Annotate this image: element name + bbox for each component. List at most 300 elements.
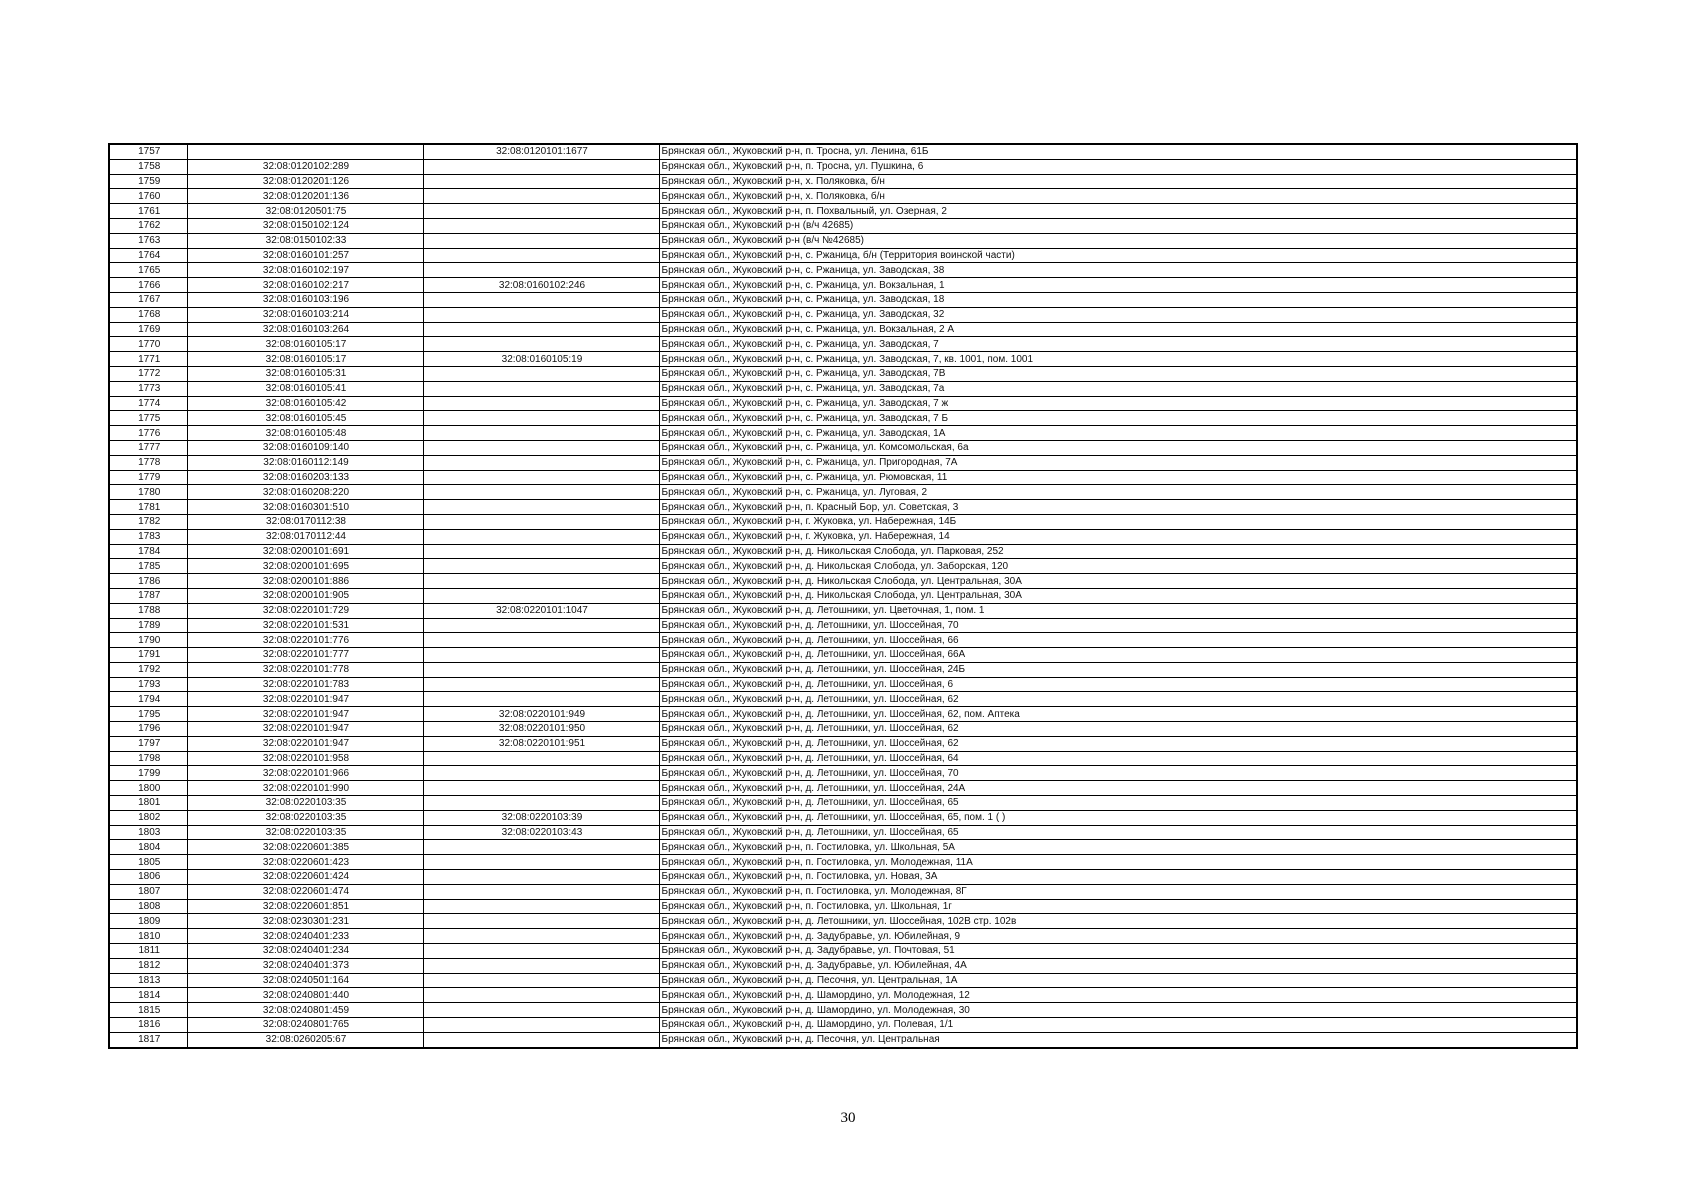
- address-cell: Брянская обл., Жуковский р-н, с. Ржаница, ул. Заводская, 38: [659, 263, 1577, 278]
- table-row: [109, 855, 1577, 870]
- table-row: [109, 204, 1577, 219]
- cadastral-number-cell: 32:08:0220103:35: [187, 796, 423, 811]
- related-cadastral-number-cell: [423, 529, 659, 544]
- table-row: [109, 603, 1577, 618]
- related-cadastral-number-cell: [423, 958, 659, 973]
- row-number-cell: 1809: [109, 914, 187, 929]
- cadastral-number-cell: 32:08:0160101:257: [187, 248, 423, 263]
- related-cadastral-number-cell: [423, 1018, 659, 1033]
- address-cell: Брянская обл., Жуковский р-н, д. Летошники, ул. Шоссейная, 64: [659, 751, 1577, 766]
- row-number-cell: 1806: [109, 870, 187, 885]
- related-cadastral-number-cell: [423, 855, 659, 870]
- address-cell: Брянская обл., Жуковский р-н, д. Летошники, ул. Шоссейная, 65: [659, 796, 1577, 811]
- related-cadastral-number-cell: [423, 662, 659, 677]
- row-number-cell: 1764: [109, 248, 187, 263]
- row-number-cell: 1790: [109, 633, 187, 648]
- related-cadastral-number-cell: [423, 1032, 659, 1047]
- table-row: [109, 692, 1577, 707]
- address-cell: Брянская обл., Жуковский р-н, д. Никольская Слобода, ул. Заборская, 120: [659, 559, 1577, 574]
- cadastral-number-cell: 32:08:0240801:440: [187, 988, 423, 1003]
- address-cell: Брянская обл., Жуковский р-н, д. Летошники, ул. Шоссейная, 65: [659, 825, 1577, 840]
- cadastral-number-cell: 32:08:0220101:776: [187, 633, 423, 648]
- address-cell: Брянская обл., Жуковский р-н, с. Ржаница, ул. Заводская, 7: [659, 337, 1577, 352]
- row-number-cell: 1787: [109, 588, 187, 603]
- related-cadastral-number-cell: [423, 929, 659, 944]
- cadastral-number-cell: 32:08:0220601:474: [187, 884, 423, 899]
- cadastral-number-cell: 32:08:0160301:510: [187, 500, 423, 515]
- cadastral-number-cell: 32:08:0240501:164: [187, 973, 423, 988]
- cadastral-number-cell: 32:08:0220101:531: [187, 618, 423, 633]
- row-number-cell: 1784: [109, 544, 187, 559]
- cadastral-number-cell: 32:08:0160102:197: [187, 263, 423, 278]
- related-cadastral-number-cell: 32:08:0160102:246: [423, 278, 659, 293]
- row-number-cell: 1780: [109, 485, 187, 500]
- row-number-cell: 1775: [109, 411, 187, 426]
- address-cell: Брянская обл., Жуковский р-н, п. Гостиловка, ул. Новая, 3А: [659, 870, 1577, 885]
- table-row: [109, 233, 1577, 248]
- row-number-cell: 1773: [109, 381, 187, 396]
- row-number-cell: 1805: [109, 855, 187, 870]
- address-cell: Брянская обл., Жуковский р-н, с. Ржаница, ул. Заводская, 7 ж: [659, 396, 1577, 411]
- address-cell: Брянская обл., Жуковский р-н, х. Поляковка, б/н: [659, 189, 1577, 204]
- table-row: [109, 322, 1577, 337]
- cadastral-number-cell: 32:08:0160105:45: [187, 411, 423, 426]
- cadastral-number-cell: 32:08:0220101:966: [187, 766, 423, 781]
- related-cadastral-number-cell: [423, 470, 659, 485]
- row-number-cell: 1768: [109, 307, 187, 322]
- row-number-cell: 1779: [109, 470, 187, 485]
- row-number-cell: 1785: [109, 559, 187, 574]
- row-number-cell: 1770: [109, 337, 187, 352]
- address-cell: Брянская обл., Жуковский р-н, д. Летошники, ул. Шоссейная, 70: [659, 766, 1577, 781]
- cadastral-number-cell: 32:08:0160103:264: [187, 322, 423, 337]
- cadastral-number-cell: 32:08:0220101:777: [187, 648, 423, 663]
- row-number-cell: 1801: [109, 796, 187, 811]
- cadastral-number-cell: 32:08:0170112:44: [187, 529, 423, 544]
- related-cadastral-number-cell: 32:08:0120101:1677: [423, 144, 659, 159]
- table-row: [109, 914, 1577, 929]
- table-row: [109, 174, 1577, 189]
- row-number-cell: 1814: [109, 988, 187, 1003]
- row-number-cell: 1798: [109, 751, 187, 766]
- related-cadastral-number-cell: [423, 648, 659, 663]
- related-cadastral-number-cell: [423, 1003, 659, 1018]
- row-number-cell: 1781: [109, 500, 187, 515]
- address-cell: Брянская обл., Жуковский р-н, с. Ржаница, ул. Заводская, 32: [659, 307, 1577, 322]
- table-row: [109, 396, 1577, 411]
- related-cadastral-number-cell: [423, 426, 659, 441]
- page-number: 30: [840, 1110, 856, 1126]
- cadastral-number-cell: 32:08:0220101:947: [187, 707, 423, 722]
- table-row: [109, 781, 1577, 796]
- table-row: [109, 766, 1577, 781]
- table-row: [109, 144, 1577, 159]
- address-cell: Брянская обл., Жуковский р-н, с. Ржаница, ул. Луговая, 2: [659, 485, 1577, 500]
- cadastral-number-cell: 32:08:0160105:17: [187, 352, 423, 367]
- cadastral-number-cell: 32:08:0200101:905: [187, 588, 423, 603]
- related-cadastral-number-cell: [423, 973, 659, 988]
- related-cadastral-number-cell: [423, 840, 659, 855]
- address-cell: Брянская обл., Жуковский р-н, с. Ржаница, ул. Заводская, 1А: [659, 426, 1577, 441]
- related-cadastral-number-cell: [423, 485, 659, 500]
- cadastral-number-cell: 32:08:0220103:35: [187, 810, 423, 825]
- address-cell: Брянская обл., Жуковский р-н, д. Задубравье, ул. Юбилейная, 4А: [659, 958, 1577, 973]
- cadastral-number-cell: 32:08:0240401:373: [187, 958, 423, 973]
- address-cell: Брянская обл., Жуковский р-н, п. Похвальный, ул. Озерная, 2: [659, 204, 1577, 219]
- table-row: [109, 529, 1577, 544]
- table-row: [109, 988, 1577, 1003]
- row-number-cell: 1761: [109, 204, 187, 219]
- cadastral-number-cell: 32:08:0120501:75: [187, 204, 423, 219]
- related-cadastral-number-cell: [423, 899, 659, 914]
- cadastral-number-cell: 32:08:0240801:459: [187, 1003, 423, 1018]
- related-cadastral-number-cell: [423, 366, 659, 381]
- related-cadastral-number-cell: [423, 751, 659, 766]
- table-row: [109, 514, 1577, 529]
- address-cell: Брянская обл., Жуковский р-н, с. Ржаница, ул. Пригородная, 7А: [659, 455, 1577, 470]
- address-cell: Брянская обл., Жуковский р-н, х. Поляковка, б/н: [659, 174, 1577, 189]
- table-row: [109, 870, 1577, 885]
- row-number-cell: 1778: [109, 455, 187, 470]
- row-number-cell: 1800: [109, 781, 187, 796]
- table-row: [109, 1018, 1577, 1033]
- cadastral-number-cell: 32:08:0240401:234: [187, 944, 423, 959]
- row-number-cell: 1808: [109, 899, 187, 914]
- related-cadastral-number-cell: [423, 218, 659, 233]
- cadastral-number-cell: 32:08:0160105:17: [187, 337, 423, 352]
- cadastral-number-cell: 32:08:0120102:289: [187, 159, 423, 174]
- related-cadastral-number-cell: [423, 248, 659, 263]
- row-number-cell: 1804: [109, 840, 187, 855]
- cadastral-number-cell: 32:08:0170112:38: [187, 514, 423, 529]
- row-number-cell: 1807: [109, 884, 187, 899]
- cadastral-number-cell: 32:08:0220101:958: [187, 751, 423, 766]
- address-cell: Брянская обл., Жуковский р-н, с. Ржаница, ул. Заводская, 18: [659, 292, 1577, 307]
- table-row: [109, 944, 1577, 959]
- address-cell: Брянская обл., Жуковский р-н, д. Летошники, ул. Цветочная, 1, пом. 1: [659, 603, 1577, 618]
- related-cadastral-number-cell: 32:08:0220103:43: [423, 825, 659, 840]
- cadastral-number-cell: 32:08:0220601:851: [187, 899, 423, 914]
- cadastral-number-cell: 32:08:0220601:385: [187, 840, 423, 855]
- cadastral-number-cell: 32:08:0220601:423: [187, 855, 423, 870]
- related-cadastral-number-cell: [423, 292, 659, 307]
- cadastral-number-cell: 32:08:0160103:214: [187, 307, 423, 322]
- table-row: [109, 648, 1577, 663]
- related-cadastral-number-cell: [423, 884, 659, 899]
- related-cadastral-number-cell: [423, 914, 659, 929]
- cadastral-number-cell: 32:08:0200101:886: [187, 574, 423, 589]
- related-cadastral-number-cell: [423, 574, 659, 589]
- row-number-cell: 1786: [109, 574, 187, 589]
- related-cadastral-number-cell: [423, 588, 659, 603]
- row-number-cell: 1769: [109, 322, 187, 337]
- table-row: [109, 500, 1577, 515]
- address-cell: Брянская обл., Жуковский р-н, д. Летошники, ул. Шоссейная, 62: [659, 736, 1577, 751]
- related-cadastral-number-cell: [423, 307, 659, 322]
- table-row: [109, 411, 1577, 426]
- row-number-cell: 1803: [109, 825, 187, 840]
- table-row: [109, 1003, 1577, 1018]
- table-row: [109, 884, 1577, 899]
- cadastral-number-cell: 32:08:0120201:126: [187, 174, 423, 189]
- row-number-cell: 1789: [109, 618, 187, 633]
- cadastral-number-cell: 32:08:0260205:67: [187, 1032, 423, 1047]
- cadastral-number-cell: 32:08:0160102:217: [187, 278, 423, 293]
- address-cell: Брянская обл., Жуковский р-н, д. Летошники, ул. Шоссейная, 62: [659, 692, 1577, 707]
- cadastral-number-cell: 32:08:0160105:41: [187, 381, 423, 396]
- row-number-cell: 1792: [109, 662, 187, 677]
- table-row: [109, 278, 1577, 293]
- row-number-cell: 1811: [109, 944, 187, 959]
- row-number-cell: 1762: [109, 218, 187, 233]
- row-number-cell: 1802: [109, 810, 187, 825]
- cadastral-number-cell: 32:08:0220101:947: [187, 692, 423, 707]
- related-cadastral-number-cell: [423, 233, 659, 248]
- address-cell: Брянская обл., Жуковский р-н, г. Жуковка, ул. Набережная, 14: [659, 529, 1577, 544]
- row-number-cell: 1810: [109, 929, 187, 944]
- related-cadastral-number-cell: 32:08:0220101:949: [423, 707, 659, 722]
- related-cadastral-number-cell: 32:08:0220101:950: [423, 722, 659, 737]
- table-row: [109, 559, 1577, 574]
- cadastral-number-cell: 32:08:0220101:729: [187, 603, 423, 618]
- address-cell: Брянская обл., Жуковский р-н, п. Гостиловка, ул. Школьная, 5А: [659, 840, 1577, 855]
- address-cell: Брянская обл., Жуковский р-н, с. Ржаница, ул. Заводская, 7В: [659, 366, 1577, 381]
- related-cadastral-number-cell: [423, 500, 659, 515]
- row-number-cell: 1791: [109, 648, 187, 663]
- cadastral-number-cell: 32:08:0200101:691: [187, 544, 423, 559]
- row-number-cell: 1794: [109, 692, 187, 707]
- row-number-cell: 1757: [109, 144, 187, 159]
- address-cell: Брянская обл., Жуковский р-н, д. Песочня, ул. Центральная, 1А: [659, 973, 1577, 988]
- related-cadastral-number-cell: [423, 796, 659, 811]
- related-cadastral-number-cell: 32:08:0220101:951: [423, 736, 659, 751]
- address-cell: Брянская обл., Жуковский р-н, п. Красный Бор, ул. Советская, 3: [659, 500, 1577, 515]
- address-cell: Брянская обл., Жуковский р-н, д. Летошники, ул. Шоссейная, 6: [659, 677, 1577, 692]
- address-cell: Брянская обл., Жуковский р-н, д. Летошники, ул. Шоссейная, 24А: [659, 781, 1577, 796]
- table-row: [109, 662, 1577, 677]
- address-cell: Брянская обл., Жуковский р-н, д. Никольская Слобода, ул. Центральная, 30А: [659, 588, 1577, 603]
- cadastral-number-cell: 32:08:0160105:48: [187, 426, 423, 441]
- related-cadastral-number-cell: [423, 766, 659, 781]
- related-cadastral-number-cell: [423, 692, 659, 707]
- cadastral-number-cell: 32:08:0160109:140: [187, 440, 423, 455]
- table-row: [109, 440, 1577, 455]
- row-number-cell: 1813: [109, 973, 187, 988]
- cadastral-number-cell: 32:08:0160112:149: [187, 455, 423, 470]
- related-cadastral-number-cell: [423, 988, 659, 1003]
- cadastral-number-cell: 32:08:0220101:778: [187, 662, 423, 677]
- table-row: [109, 352, 1577, 367]
- address-cell: Брянская обл., Жуковский р-н, п. Гостиловка, ул. Молодежная, 11А: [659, 855, 1577, 870]
- address-cell: Брянская обл., Жуковский р-н, п. Гостиловка, ул. Молодежная, 8Г: [659, 884, 1577, 899]
- table-row: [109, 958, 1577, 973]
- address-cell: Брянская обл., Жуковский р-н, с. Ржаница, б/н (Территория воинской части): [659, 248, 1577, 263]
- cadastral-number-cell: 32:08:0150102:33: [187, 233, 423, 248]
- cadastral-number-cell: 32:08:0220601:424: [187, 870, 423, 885]
- row-number-cell: 1799: [109, 766, 187, 781]
- related-cadastral-number-cell: [423, 440, 659, 455]
- cadastral-number-cell: 32:08:0240801:765: [187, 1018, 423, 1033]
- table-row: [109, 248, 1577, 263]
- address-cell: Брянская обл., Жуковский р-н, д. Шамордино, ул. Полевая, 1/1: [659, 1018, 1577, 1033]
- address-cell: Брянская обл., Жуковский р-н, с. Ржаница, ул. Заводская, 7 Б: [659, 411, 1577, 426]
- cadastral-number-cell: 32:08:0160105:42: [187, 396, 423, 411]
- related-cadastral-number-cell: [423, 559, 659, 574]
- cadastral-number-cell: [187, 144, 423, 159]
- address-cell: Брянская обл., Жуковский р-н, д. Задубравье, ул. Почтовая, 51: [659, 944, 1577, 959]
- address-cell: Брянская обл., Жуковский р-н, с. Ржаница, ул. Комсомольская, 6а: [659, 440, 1577, 455]
- cadastral-number-cell: 32:08:0220101:783: [187, 677, 423, 692]
- related-cadastral-number-cell: [423, 263, 659, 278]
- row-number-cell: 1777: [109, 440, 187, 455]
- address-cell: Брянская обл., Жуковский р-н, п. Тросна, ул. Ленина, 61Б: [659, 144, 1577, 159]
- table-row: [109, 189, 1577, 204]
- row-number-cell: 1765: [109, 263, 187, 278]
- table-row: [109, 810, 1577, 825]
- related-cadastral-number-cell: [423, 870, 659, 885]
- row-number-cell: 1795: [109, 707, 187, 722]
- property-table-body: [109, 144, 1577, 1048]
- address-cell: Брянская обл., Жуковский р-н, п. Тросна, ул. Пушкина, 6: [659, 159, 1577, 174]
- address-cell: Брянская обл., Жуковский р-н, п. Гостиловка, ул. Школьная, 1г: [659, 899, 1577, 914]
- row-number-cell: 1783: [109, 529, 187, 544]
- row-number-cell: 1797: [109, 736, 187, 751]
- cadastral-number-cell: 32:08:0120201:136: [187, 189, 423, 204]
- property-table: [108, 143, 1578, 1049]
- row-number-cell: 1767: [109, 292, 187, 307]
- cadastral-number-cell: 32:08:0160105:31: [187, 366, 423, 381]
- address-cell: Брянская обл., Жуковский р-н, д. Летошники, ул. Шоссейная, 70: [659, 618, 1577, 633]
- cadastral-number-cell: 32:08:0240401:233: [187, 929, 423, 944]
- table-row: [109, 722, 1577, 737]
- cadastral-number-cell: 32:08:0160208:220: [187, 485, 423, 500]
- row-number-cell: 1816: [109, 1018, 187, 1033]
- address-cell: Брянская обл., Жуковский р-н, д. Летошники, ул. Шоссейная, 66А: [659, 648, 1577, 663]
- related-cadastral-number-cell: [423, 159, 659, 174]
- address-cell: Брянская обл., Жуковский р-н, с. Ржаница, ул. Вокзальная, 1: [659, 278, 1577, 293]
- table-row: [109, 337, 1577, 352]
- table-row: [109, 218, 1577, 233]
- table-row: [109, 159, 1577, 174]
- related-cadastral-number-cell: [423, 381, 659, 396]
- address-cell: Брянская обл., Жуковский р-н, д. Летошники, ул. Шоссейная, 24Б: [659, 662, 1577, 677]
- related-cadastral-number-cell: [423, 455, 659, 470]
- related-cadastral-number-cell: [423, 322, 659, 337]
- row-number-cell: 1817: [109, 1032, 187, 1047]
- address-cell: Брянская обл., Жуковский р-н, д. Никольская Слобода, ул. Парковая, 252: [659, 544, 1577, 559]
- row-number-cell: 1758: [109, 159, 187, 174]
- address-cell: Брянская обл., Жуковский р-н, с. Ржаница, ул. Заводская, 7а: [659, 381, 1577, 396]
- related-cadastral-number-cell: [423, 396, 659, 411]
- address-cell: Брянская обл., Жуковский р-н, д. Никольская Слобода, ул. Центральная, 30А: [659, 574, 1577, 589]
- address-cell: Брянская обл., Жуковский р-н, д. Летошники, ул. Шоссейная, 102В стр. 102в: [659, 914, 1577, 929]
- row-number-cell: 1772: [109, 366, 187, 381]
- address-cell: Брянская обл., Жуковский р-н, д. Шамордино, ул. Молодежная, 12: [659, 988, 1577, 1003]
- table-row: [109, 618, 1577, 633]
- table-row: [109, 307, 1577, 322]
- cadastral-number-cell: 32:08:0220101:947: [187, 736, 423, 751]
- table-row: [109, 707, 1577, 722]
- row-number-cell: 1771: [109, 352, 187, 367]
- related-cadastral-number-cell: [423, 189, 659, 204]
- table-row: [109, 470, 1577, 485]
- table-row: [109, 1032, 1577, 1047]
- address-cell: Брянская обл., Жуковский р-н, с. Ржаница, ул. Вокзальная, 2 А: [659, 322, 1577, 337]
- row-number-cell: 1776: [109, 426, 187, 441]
- related-cadastral-number-cell: [423, 514, 659, 529]
- related-cadastral-number-cell: [423, 677, 659, 692]
- address-cell: Брянская обл., Жуковский р-н, д. Задубравье, ул. Юбилейная, 9: [659, 929, 1577, 944]
- address-cell: Брянская обл., Жуковский р-н, д. Песочня, ул. Центральная: [659, 1032, 1577, 1047]
- table-row: [109, 825, 1577, 840]
- cadastral-number-cell: 32:08:0220103:35: [187, 825, 423, 840]
- row-number-cell: 1788: [109, 603, 187, 618]
- related-cadastral-number-cell: 32:08:0220103:39: [423, 810, 659, 825]
- table-row: [109, 485, 1577, 500]
- row-number-cell: 1782: [109, 514, 187, 529]
- cadastral-number-cell: 32:08:0150102:124: [187, 218, 423, 233]
- address-cell: Брянская обл., Жуковский р-н, с. Ржаница, ул. Рюмовская, 11: [659, 470, 1577, 485]
- table-row: [109, 366, 1577, 381]
- table-row: [109, 574, 1577, 589]
- row-number-cell: 1793: [109, 677, 187, 692]
- related-cadastral-number-cell: [423, 174, 659, 189]
- row-number-cell: 1766: [109, 278, 187, 293]
- table-row: [109, 736, 1577, 751]
- table-row: [109, 633, 1577, 648]
- table-row: [109, 973, 1577, 988]
- address-cell: Брянская обл., Жуковский р-н, д. Летошники, ул. Шоссейная, 62, пом. Аптека: [659, 707, 1577, 722]
- related-cadastral-number-cell: 32:08:0160105:19: [423, 352, 659, 367]
- address-cell: Брянская обл., Жуковский р-н (в/ч 42685): [659, 218, 1577, 233]
- row-number-cell: 1774: [109, 396, 187, 411]
- row-number-cell: 1796: [109, 722, 187, 737]
- row-number-cell: 1760: [109, 189, 187, 204]
- row-number-cell: 1759: [109, 174, 187, 189]
- address-cell: Брянская обл., Жуковский р-н, д. Шамордино, ул. Молодежная, 30: [659, 1003, 1577, 1018]
- table-row: [109, 544, 1577, 559]
- related-cadastral-number-cell: [423, 944, 659, 959]
- cadastral-number-cell: 32:08:0200101:695: [187, 559, 423, 574]
- table-row: [109, 899, 1577, 914]
- table-row: [109, 455, 1577, 470]
- related-cadastral-number-cell: [423, 618, 659, 633]
- address-cell: Брянская обл., Жуковский р-н, д. Летошники, ул. Шоссейная, 62: [659, 722, 1577, 737]
- cadastral-number-cell: 32:08:0220101:947: [187, 722, 423, 737]
- address-cell: Брянская обл., Жуковский р-н, д. Летошники, ул. Шоссейная, 66: [659, 633, 1577, 648]
- table-row: [109, 292, 1577, 307]
- related-cadastral-number-cell: [423, 204, 659, 219]
- row-number-cell: 1763: [109, 233, 187, 248]
- table-row: [109, 381, 1577, 396]
- related-cadastral-number-cell: [423, 781, 659, 796]
- cadastral-number-cell: 32:08:0230301:231: [187, 914, 423, 929]
- address-cell: Брянская обл., Жуковский р-н, с. Ржаница, ул. Заводская, 7, кв. 1001, пом. 1001: [659, 352, 1577, 367]
- related-cadastral-number-cell: [423, 633, 659, 648]
- address-cell: Брянская обл., Жуковский р-н (в/ч №42685): [659, 233, 1577, 248]
- related-cadastral-number-cell: [423, 411, 659, 426]
- table-row: [109, 929, 1577, 944]
- related-cadastral-number-cell: [423, 544, 659, 559]
- table-row: [109, 751, 1577, 766]
- related-cadastral-number-cell: 32:08:0220101:1047: [423, 603, 659, 618]
- table-row: [109, 796, 1577, 811]
- related-cadastral-number-cell: [423, 337, 659, 352]
- cadastral-number-cell: 32:08:0160103:196: [187, 292, 423, 307]
- table-row: [109, 588, 1577, 603]
- table-row: [109, 840, 1577, 855]
- row-number-cell: 1812: [109, 958, 187, 973]
